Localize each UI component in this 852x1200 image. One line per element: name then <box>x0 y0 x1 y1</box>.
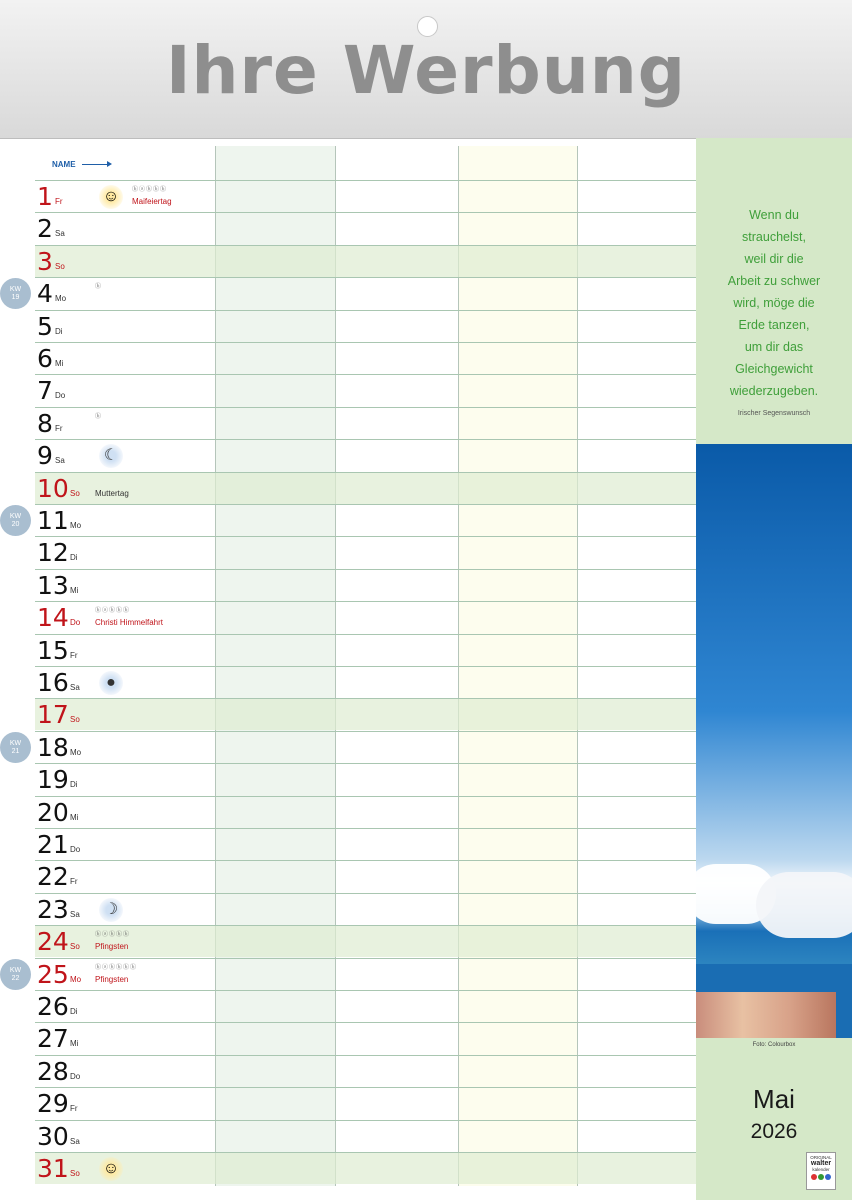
weekday-abbr: Fr <box>55 423 63 433</box>
day-event: Maifeiertag <box>132 197 172 206</box>
week-number: 22 <box>11 974 20 982</box>
weekday-abbr: Di <box>70 553 78 563</box>
weekday-abbr: Fr <box>70 650 78 660</box>
day-number: 9 <box>37 441 53 471</box>
town-shape <box>696 992 836 1038</box>
day-row <box>35 407 696 439</box>
weekday-abbr: Do <box>55 391 66 401</box>
day-row <box>35 439 696 471</box>
weekday-abbr: Mo <box>70 747 82 757</box>
day-number: 4 <box>37 279 53 309</box>
day-number: 2 <box>37 214 53 244</box>
week-number: 19 <box>11 294 20 302</box>
region-holiday-icons: ⓑⓐⓗⓑⓑ <box>95 932 131 939</box>
weekday-abbr: Fr <box>70 1104 78 1114</box>
day-row <box>35 569 696 601</box>
day-number: 6 <box>37 344 53 373</box>
week-badge <box>0 505 31 536</box>
week-label: KW <box>9 286 22 294</box>
weekday-abbr: Mo <box>70 521 82 530</box>
day-number: 18 <box>37 732 69 762</box>
weekday-abbr: Sa <box>70 683 80 692</box>
day-row <box>35 472 696 504</box>
day-number: 13 <box>37 570 69 600</box>
day-number: 8 <box>37 408 53 438</box>
day-number: 30 <box>37 1121 69 1151</box>
quote-line: strauchelst, <box>742 230 806 244</box>
day-number: 14 <box>37 603 69 633</box>
region-holiday-icons: ⓑⓐⓗⓑⓑ <box>95 608 131 615</box>
day-row <box>35 634 696 666</box>
logo-dots <box>807 1174 835 1182</box>
day-number: 24 <box>37 927 69 957</box>
day-number: 15 <box>37 635 69 665</box>
photo-credit: Foto: Colourbox <box>752 1042 796 1048</box>
weekday-abbr: Fr <box>55 197 63 206</box>
day-number: 17 <box>37 700 69 730</box>
day-number: 20 <box>37 797 69 827</box>
day-number: 28 <box>37 1056 69 1086</box>
quote-line: wiederzugeben. <box>729 384 819 398</box>
weekday-abbr: Mi <box>70 1039 79 1049</box>
day-number: 21 <box>37 830 69 859</box>
day-number: 25 <box>37 959 69 989</box>
cloud-shape <box>756 872 852 938</box>
weekday-abbr: Di <box>70 1007 78 1016</box>
moon-phase-icon: ☺ <box>99 1157 123 1181</box>
weekday-abbr: Sa <box>70 1136 80 1146</box>
day-row <box>35 180 696 212</box>
arrow-right-icon <box>82 164 110 165</box>
day-number: 11 <box>37 506 69 535</box>
week-number: 20 <box>11 521 20 528</box>
day-row <box>35 990 696 1022</box>
quote-line: weil dir die <box>744 252 804 266</box>
day-row <box>35 212 696 244</box>
calendar-grid <box>0 146 696 1186</box>
quote-text <box>702 204 846 402</box>
weekday-abbr: Fr <box>70 877 78 887</box>
day-row <box>35 1120 696 1152</box>
day-row <box>35 374 696 406</box>
weekday-abbr: Sa <box>55 456 65 466</box>
name-label: NAME <box>52 160 76 169</box>
weekday-abbr: Di <box>55 326 63 336</box>
moon-phase-icon: ● <box>99 671 123 695</box>
quote-line: Arbeit zu schwer <box>727 274 821 288</box>
day-number: 27 <box>37 1024 69 1054</box>
weekday-abbr: Mi <box>70 585 79 595</box>
quote-line: Wenn du <box>749 208 799 222</box>
day-row <box>35 958 696 990</box>
day-number: 1 <box>37 182 53 211</box>
day-row <box>35 893 696 925</box>
moon-phase-icon: ☾ <box>99 444 123 468</box>
day-number: 10 <box>37 473 69 503</box>
week-label: KW <box>9 739 22 747</box>
page-title: Ihre Werbung <box>165 32 687 109</box>
day-number: 16 <box>37 668 69 697</box>
day-number: 29 <box>37 1089 69 1119</box>
moon-phase-icon: ☽ <box>99 898 123 922</box>
day-row <box>35 310 696 342</box>
day-row <box>35 698 696 730</box>
quote-author: Irischer Segenswunsch <box>737 410 811 417</box>
day-event: Pfingsten <box>95 974 129 984</box>
weekday-abbr: So <box>70 942 80 952</box>
week-badge <box>0 278 31 309</box>
weekday-abbr: Do <box>70 845 81 854</box>
day-row <box>35 666 696 698</box>
week-badge <box>0 959 31 990</box>
day-number: 26 <box>37 992 69 1021</box>
day-number: 12 <box>37 538 69 568</box>
weekday-abbr: Mi <box>70 812 79 822</box>
day-row <box>35 731 696 763</box>
weekday-abbr: So <box>55 261 65 271</box>
walter-logo <box>806 1152 836 1190</box>
header-banner <box>0 0 852 139</box>
quote-line: wird, möge die <box>733 296 815 310</box>
moon-phase-icon: ☺ <box>99 185 123 209</box>
day-number: 3 <box>37 246 53 276</box>
day-row <box>35 1152 696 1184</box>
weekday-abbr: Do <box>70 1071 81 1081</box>
logo-top-text: ORIGINAL <box>810 1155 832 1160</box>
weekday-abbr: Sa <box>70 909 80 919</box>
weekday-abbr: Mo <box>55 294 67 304</box>
logo-sub-text: kalender <box>812 1167 830 1172</box>
day-row <box>35 925 696 957</box>
week-label: KW <box>9 513 22 520</box>
region-holiday-icons: ⓑ <box>95 284 103 291</box>
day-number: 22 <box>37 862 69 892</box>
week-label: KW <box>9 966 22 974</box>
day-event: Christi Himmelfahrt <box>95 618 164 628</box>
weekday-abbr: So <box>70 488 80 498</box>
region-holiday-icons: ⓑ <box>95 413 103 420</box>
day-row <box>35 1087 696 1119</box>
day-row <box>35 504 696 536</box>
day-number: 31 <box>37 1154 69 1183</box>
day-row <box>35 342 696 374</box>
day-row <box>35 1022 696 1054</box>
weekday-abbr: Di <box>70 780 78 790</box>
day-row <box>35 763 696 795</box>
week-badge <box>0 732 31 763</box>
logo-brand-text: walter <box>810 1160 832 1167</box>
day-event: Muttertag <box>95 488 129 498</box>
day-row <box>35 277 696 309</box>
day-row <box>35 1055 696 1087</box>
week-number: 21 <box>11 747 20 755</box>
day-row <box>35 796 696 828</box>
coastal-town-photo <box>696 444 852 1038</box>
region-holiday-icons: ⓑⓐⓗⓑⓑ <box>132 187 168 193</box>
day-number: 23 <box>37 894 69 924</box>
quote-line: Erde tanzen, <box>738 318 810 332</box>
day-row <box>35 536 696 568</box>
day-number: 5 <box>37 311 53 341</box>
day-number: 7 <box>37 376 53 406</box>
weekday-abbr: Mi <box>55 359 64 368</box>
weekday-abbr: So <box>70 715 80 725</box>
day-row <box>35 601 696 633</box>
quote-line: um dir das <box>744 340 804 354</box>
weekday-abbr: Sa <box>55 229 65 239</box>
region-holiday-icons: ⓑⓐⓗⓑⓑⓑ <box>95 964 138 971</box>
quote-line: Gleichgewicht <box>735 362 813 376</box>
month-label: Mai <box>753 1084 795 1114</box>
weekday-abbr: Do <box>70 618 81 628</box>
day-number: 19 <box>37 765 69 795</box>
day-row <box>35 245 696 277</box>
weekday-abbr: Mo <box>70 974 82 984</box>
day-row <box>35 860 696 892</box>
day-event: Pfingsten <box>95 942 129 952</box>
weekday-abbr: So <box>70 1169 80 1178</box>
sidebar <box>696 138 852 1200</box>
year-label: 2026 <box>750 1120 798 1143</box>
day-row <box>35 828 696 860</box>
